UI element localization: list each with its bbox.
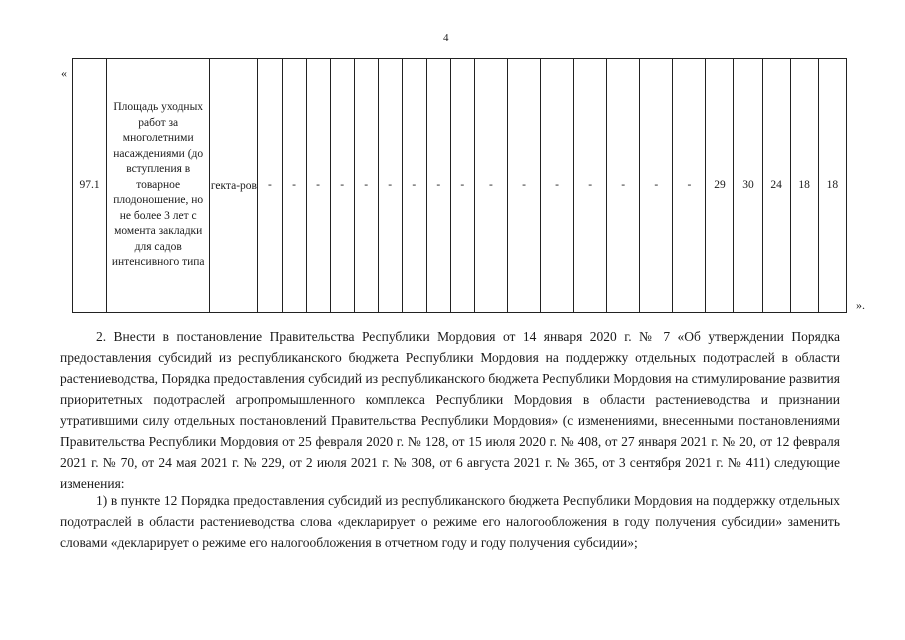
value-cell: - [507, 59, 540, 313]
value-cell: - [330, 59, 354, 313]
table-row [73, 59, 847, 313]
value-cell: 29 [706, 59, 734, 313]
paragraph-amendment-intro: 2. Внести в постановление Правительства Республики Мордовия от 14 января 2020 г. № 7 «Об утверждении Порядка предоставления субсидий из республиканского бюджета Республики Мордовия на поддержку отдельных подотраслей в области растениеводства, Порядка предоставления субсидий из республиканского бюджета Республики Мордовия на стимулирование развития приоритетных подотраслей агропромышленного комплекса Республики Мордовия в области растениеводства и признании утратившими силу отдельных постановлений Правительства Республики Мордовия» (с изменениями, внесенными постановлениями Правительства Республики Мордовия от 25 февраля 2020 г. № 128, от 15 июля 2020 г. № 408, от 27 января 2021 г. № 20, от 12 февраля 2021 г. № 70, от 24 мая 2021 г. № 229, от 2 июля 2021 г. № 308, от 6 августа 2021 г. № 365, от 3 сентября 2021 г. № 411) следующие изменения: [60, 329, 840, 491]
unit-of-measure: гекта-ров [210, 59, 258, 313]
value-cell: - [258, 59, 282, 313]
value-cell: - [306, 59, 330, 313]
value-cell: 30 [734, 59, 762, 313]
value-cell: 24 [762, 59, 790, 313]
closing-quote-mark: ». [856, 298, 865, 312]
value-cell: - [640, 59, 673, 313]
value-cell: - [450, 59, 474, 313]
value-cell: - [607, 59, 640, 313]
paragraph-amendment-item-1: 1) в пункте 12 Порядка предоставления субсидий из республиканского бюджета Республики Мордовия на поддержку отдельных подотраслей в области растениеводства слова «декларирует о режиме его налогообложения в году получения субсидии» заменить словами «декларирует о режиме его налогообложения в отчетном году и году получения субсидии»; [60, 493, 840, 550]
value-cell: - [282, 59, 306, 313]
value-cell: - [673, 59, 706, 313]
value-cell: 18 [818, 59, 846, 313]
subsidy-indicator-table [72, 58, 847, 313]
row-number: 97.1 [73, 59, 107, 313]
value-cell: - [574, 59, 607, 313]
value-cell: - [426, 59, 450, 313]
value-cell: - [474, 59, 507, 313]
page-number: 4 [443, 32, 449, 44]
value-cell: 18 [790, 59, 818, 313]
indicator-name: Площадь уходных работ за многолетними насаждениями (до вступления в товарное плодоношение, но не более 3 лет с момента закладки для садов интенсивного типа [107, 59, 210, 313]
value-cell: - [402, 59, 426, 313]
value-cell: - [354, 59, 378, 313]
value-cell: - [378, 59, 402, 313]
opening-quote-mark: « [61, 66, 67, 80]
value-cell: - [541, 59, 574, 313]
